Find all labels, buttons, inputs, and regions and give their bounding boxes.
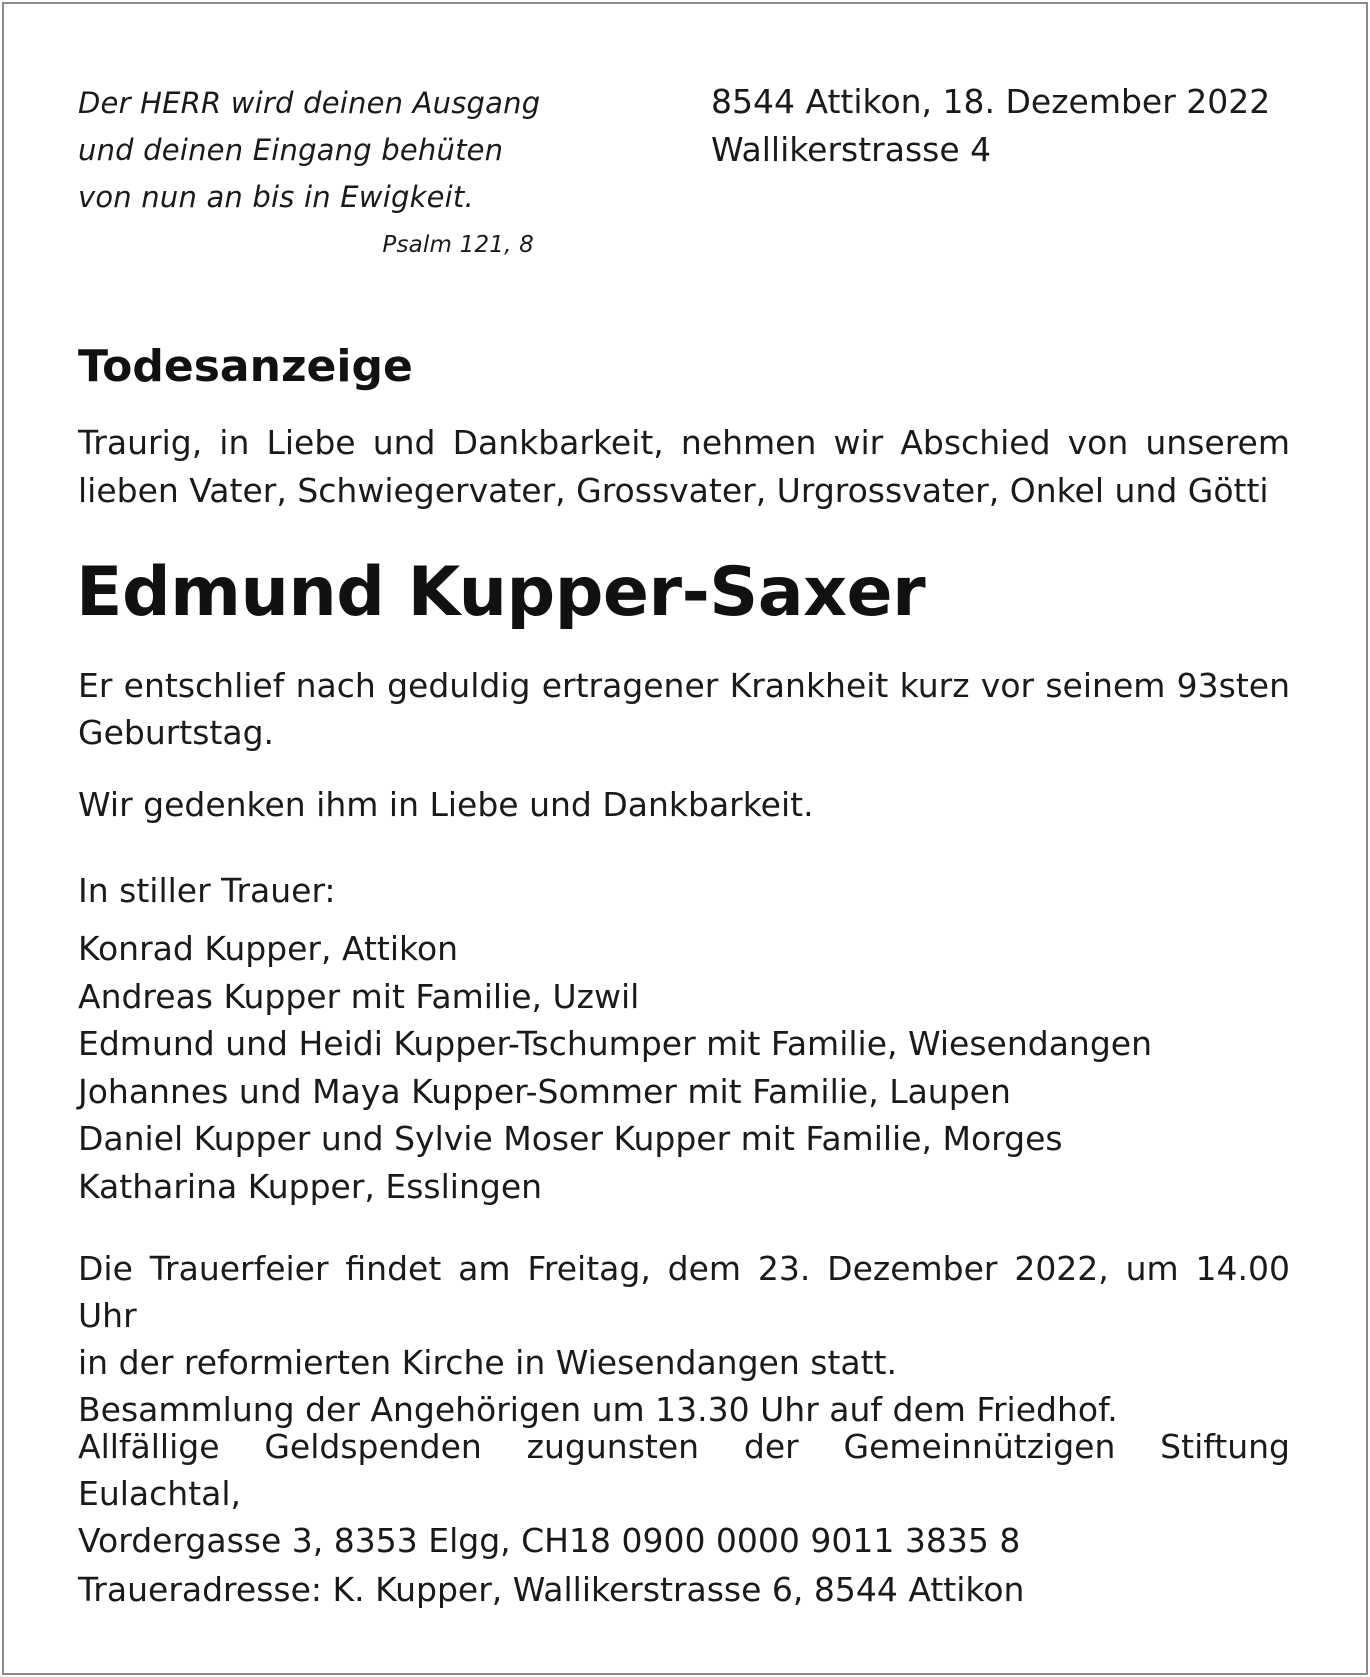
place-date-line: 8544 Attikon, 18. Dezember 2022 (711, 82, 1271, 121)
intro-line: lieben Vater, Schwiegervater, Grossvater, Urgrossvater, Onkel und Götti (78, 471, 1269, 510)
donations-line: Allfällige Geldspenden zugunsten der Gemeinnützigen Stiftung Eulachtal, (78, 1427, 1290, 1513)
service-line: Die Trauerfeier findet am Freitag, dem 23. Dezember 2022, um 14.00 Uhr (78, 1249, 1290, 1335)
mourning-label: In stiller Trauer: (78, 871, 336, 910)
mourner-item: Johannes und Maya Kupper-Sommer mit Familie, Laupen (78, 1071, 1011, 1111)
donations-line: Vordergasse 3, 8353 Elgg, CH18 0900 0000 9011 3835 8 (78, 1521, 1021, 1560)
mourner-item: Konrad Kupper, Attikon (78, 929, 459, 968)
passing-paragraph (78, 662, 1290, 756)
intro-line: Traurig, in Liebe und Dankbarkeit, nehmen wir Abschied von unserem (78, 423, 1290, 462)
service-paragraph (78, 1245, 1290, 1433)
notice-title: Todesanzeige (78, 341, 413, 392)
service-line: Besammlung der Angehörigen um 13.30 Uhr auf dem Friedhof. (78, 1390, 1118, 1429)
verse-line: Der HERR wird deinen Ausgang (78, 86, 541, 120)
street-line: Wallikerstrasse 4 (711, 130, 992, 169)
deceased-name: Edmund Kupper-Saxer (76, 553, 926, 632)
service-line: in der reformierten Kirche in Wiesendangen statt. (78, 1343, 897, 1382)
passing-line: Geburtstag. (78, 713, 275, 752)
mourners-list (78, 925, 1290, 1210)
mourner-item: Edmund und Heidi Kupper-Tschumper mit Familie, Wiesendangen (78, 1024, 1153, 1063)
bible-verse (78, 80, 598, 263)
verse-line: von nun an bis in Ewigkeit. (78, 180, 474, 214)
mourning-address: Traueradresse: K. Kupper, Wallikerstrasse 6, 8544 Attikon (78, 1570, 1025, 1609)
remembrance-text: Wir gedenken ihm in Liebe und Dankbarkeit. (78, 785, 814, 824)
mourner-item: Andreas Kupper mit Familie, Uzwil (78, 976, 640, 1016)
mourner-item: Katharina Kupper, Esslingen (78, 1166, 543, 1206)
place-and-date (711, 78, 1311, 174)
passing-line: Er entschlief nach geduldig ertragener Krankheit kurz vor seinem 93sten (78, 666, 1290, 705)
intro-paragraph (78, 419, 1290, 515)
verse-line: und deinen Eingang behüten (78, 133, 504, 167)
verse-source: Psalm 121, 8 (382, 232, 534, 258)
mourner-item: Daniel Kupper und Sylvie Moser Kupper mit Familie, Morges (78, 1119, 1063, 1158)
donations-paragraph (78, 1423, 1290, 1564)
